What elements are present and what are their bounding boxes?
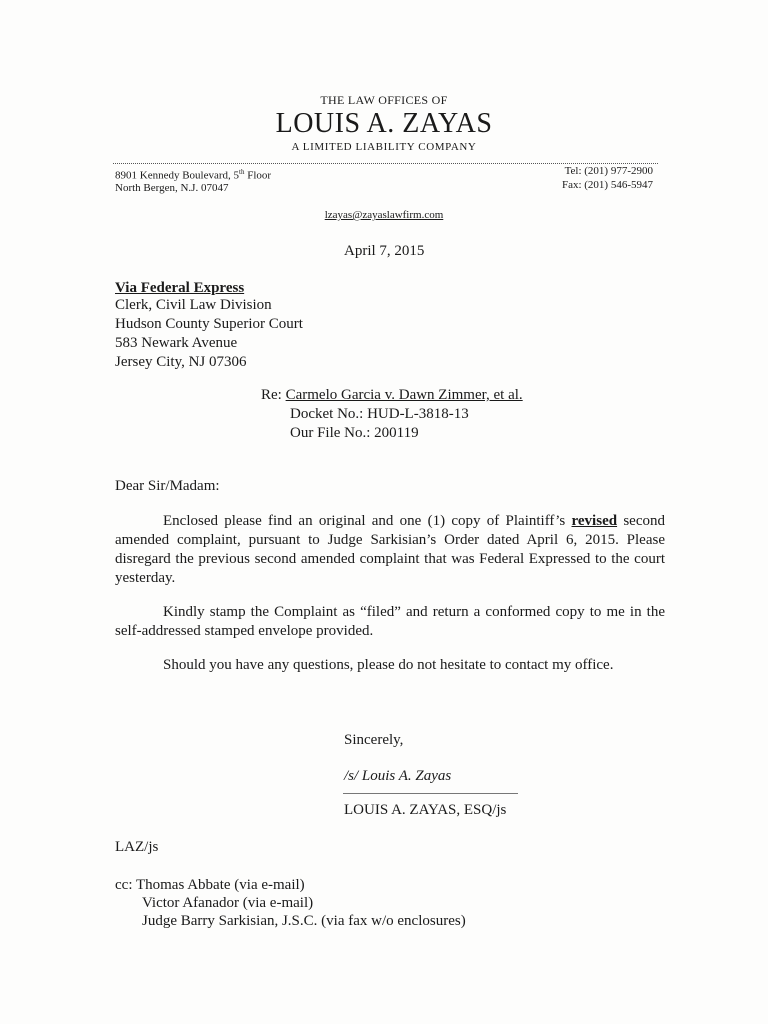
recipient-line: Hudson County Superior Court bbox=[115, 316, 303, 332]
closing-sincerely: Sincerely, bbox=[344, 732, 404, 748]
address-street: 8901 Kennedy Boulevard, 5th Floor bbox=[115, 168, 272, 182]
delivery-method: Via Federal Express bbox=[115, 280, 245, 296]
re-docket: Docket No.: HUD-L-3818-13 bbox=[290, 406, 469, 422]
letterhead-firm-type: A LIMITED LIABILITY COMPANY bbox=[291, 141, 477, 153]
letterhead-firm-prefix: THE LAW OFFICES OF bbox=[320, 93, 448, 107]
recipient-line: 583 Newark Avenue bbox=[115, 335, 238, 351]
address-tel: Tel: (201) 977-2900 bbox=[564, 165, 653, 177]
emphasis-revised: revised bbox=[571, 513, 618, 529]
typist-initials: LAZ/js bbox=[115, 839, 159, 855]
cc-line: Judge Barry Sarkisian, J.S.C. (via fax w/o enclosures) bbox=[142, 913, 466, 929]
address-fax: Fax: (201) 546-5947 bbox=[561, 179, 653, 191]
body-paragraph-3: Should you have any questions, please do not hesitate to contact my office. bbox=[163, 657, 614, 673]
recipient-line: Jersey City, NJ 07306 bbox=[115, 354, 247, 370]
body-paragraph-1: Enclosed please find an original and one (1) copy of Plaintiff’s revised second amended complaint, pursuant to Judge Sarkisian’s Order dated April 6, 2015. Please disregard the previous second amended complaint that was Federal Expressed to the court yesterday. bbox=[115, 513, 665, 586]
salutation: Dear Sir/Madam: bbox=[115, 478, 220, 494]
body-paragraph-2: Kindly stamp the Complaint as “filed” and return a conformed copy to me in the self-addressed stamped envelope provided. bbox=[115, 604, 665, 639]
email-link[interactable]: lzayas@zayaslawfirm.com bbox=[324, 209, 444, 221]
re-case: Re: Carmelo Garcia v. Dawn Zimmer, et al. bbox=[261, 387, 523, 403]
address-city: North Bergen, N.J. 07047 bbox=[115, 182, 229, 194]
signature: /s/ Louis A. Zayas bbox=[344, 768, 452, 784]
letter-date: April 7, 2015 bbox=[344, 243, 425, 259]
cc-line: Victor Afanador (via e-mail) bbox=[142, 895, 314, 911]
letterhead-divider bbox=[113, 163, 658, 164]
recipient-line: Clerk, Civil Law Division bbox=[115, 297, 272, 313]
cc-line: cc: Thomas Abbate (via e-mail) bbox=[115, 877, 305, 893]
signature-line bbox=[343, 793, 518, 794]
letterhead-firm-name: LOUIS A. ZAYAS bbox=[275, 108, 493, 139]
signer-name: LOUIS A. ZAYAS, ESQ/js bbox=[344, 802, 507, 818]
re-file-number: Our File No.: 200119 bbox=[290, 425, 419, 441]
